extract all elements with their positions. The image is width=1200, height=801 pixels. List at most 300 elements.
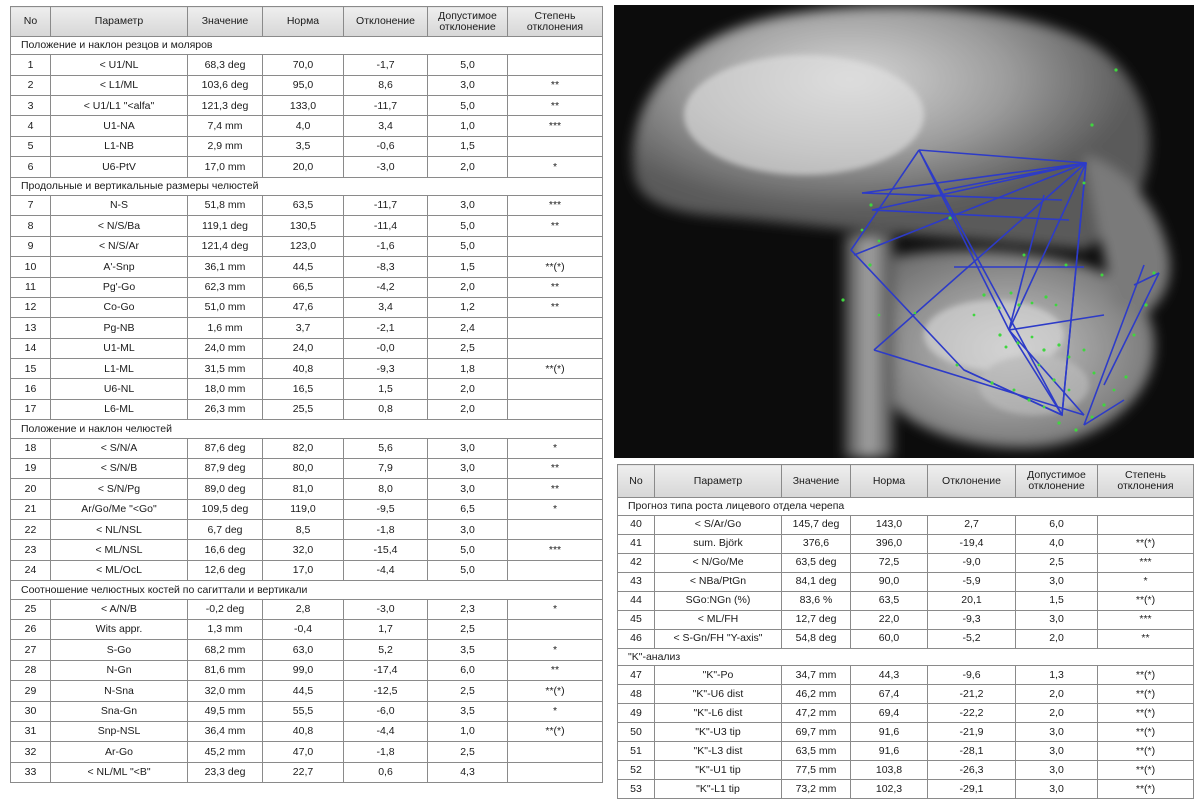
cell-norm: 396,0 xyxy=(851,534,928,553)
table-row xyxy=(618,704,1194,723)
cell-no: 27 xyxy=(11,640,51,660)
cell-deviation: -1,8 xyxy=(344,520,428,540)
cell-no: 10 xyxy=(11,257,51,277)
section-title: "K"-анализ xyxy=(618,648,1194,666)
cell-no: 40 xyxy=(618,515,655,534)
cell-deviation: -9,6 xyxy=(928,666,1016,685)
cell-norm: 69,4 xyxy=(851,704,928,723)
cell-allowed-deviation: 2,3 xyxy=(428,599,508,619)
cell-parameter: L1-ML xyxy=(51,359,188,379)
cell-deviation: -28,1 xyxy=(928,742,1016,761)
table-row xyxy=(618,515,1194,534)
table-header-row xyxy=(618,465,1194,498)
cell-norm: 44,5 xyxy=(263,681,344,701)
cell-no: 47 xyxy=(618,666,655,685)
section-header-row xyxy=(618,498,1194,516)
cell-no: 13 xyxy=(11,318,51,338)
cell-no: 26 xyxy=(11,619,51,639)
cell-norm: 123,0 xyxy=(263,236,344,256)
cell-norm: 22,7 xyxy=(263,762,344,782)
cell-parameter: < S/N/B xyxy=(51,458,188,478)
cell-value: 68,3 deg xyxy=(188,55,263,75)
cell-norm: 63,5 xyxy=(851,591,928,610)
cell-allowed-deviation: 5,0 xyxy=(428,236,508,256)
cell-deviation: 0,6 xyxy=(344,762,428,782)
cell-deviation-degree: * xyxy=(508,499,603,519)
cell-no: 46 xyxy=(618,629,655,648)
cell-parameter: "K"-U3 tip xyxy=(655,723,782,742)
cell-no: 9 xyxy=(11,236,51,256)
cell-allowed-deviation: 5,0 xyxy=(428,540,508,560)
cell-value: 17,0 mm xyxy=(188,157,263,177)
cell-parameter: "K"-L3 dist xyxy=(655,742,782,761)
cell-parameter: "K"-L6 dist xyxy=(655,704,782,723)
table-row xyxy=(618,761,1194,780)
table-row xyxy=(11,479,603,499)
cell-allowed-deviation: 4,0 xyxy=(1016,534,1098,553)
cell-allowed-deviation: 3,0 xyxy=(1016,780,1098,799)
cell-parameter: Wits appr. xyxy=(51,619,188,639)
cell-deviation-degree: **(*) xyxy=(508,681,603,701)
cell-deviation: -3,0 xyxy=(344,157,428,177)
cell-value: 51,8 mm xyxy=(188,195,263,215)
table-header-row xyxy=(11,7,603,37)
cell-parameter: Pg'-Go xyxy=(51,277,188,297)
cell-parameter: U6-NL xyxy=(51,379,188,399)
cell-norm: 32,0 xyxy=(263,540,344,560)
cell-deviation: -12,5 xyxy=(344,681,428,701)
cell-parameter: < ML/FH xyxy=(655,610,782,629)
cell-deviation: -1,7 xyxy=(344,55,428,75)
cell-no: 19 xyxy=(11,458,51,478)
table-row xyxy=(11,540,603,560)
table-row xyxy=(618,629,1194,648)
cell-parameter: < NL/ML "<B" xyxy=(51,762,188,782)
cell-norm: 63,0 xyxy=(263,640,344,660)
cell-no: 11 xyxy=(11,277,51,297)
cell-value: 81,6 mm xyxy=(188,660,263,680)
table-row xyxy=(618,742,1194,761)
cell-allowed-deviation: 4,3 xyxy=(428,762,508,782)
cell-parameter: < U1/NL xyxy=(51,55,188,75)
cell-no: 30 xyxy=(11,701,51,721)
cell-deviation-degree: ** xyxy=(508,660,603,680)
cell-deviation: 2,7 xyxy=(928,515,1016,534)
cell-deviation-degree xyxy=(508,136,603,156)
cell-value: 34,7 mm xyxy=(782,666,851,685)
cell-allowed-deviation: 6,5 xyxy=(428,499,508,519)
cell-value: -0,2 deg xyxy=(188,599,263,619)
cell-deviation: -4,2 xyxy=(344,277,428,297)
table-row xyxy=(11,318,603,338)
cell-no: 3 xyxy=(11,96,51,116)
cell-value: 68,2 mm xyxy=(188,640,263,660)
cell-value: 103,6 deg xyxy=(188,75,263,95)
cell-parameter: N-Sna xyxy=(51,681,188,701)
section-header-row xyxy=(11,581,603,599)
cell-deviation-degree xyxy=(508,236,603,256)
cell-allowed-deviation: 3,0 xyxy=(428,438,508,458)
section-header-row xyxy=(11,37,603,55)
cell-allowed-deviation: 2,5 xyxy=(1016,553,1098,572)
cell-deviation: -11,7 xyxy=(344,96,428,116)
cell-value: 32,0 mm xyxy=(188,681,263,701)
table-row xyxy=(11,379,603,399)
cell-parameter: < ML/OcL xyxy=(51,560,188,580)
cell-no: 53 xyxy=(618,780,655,799)
table-row xyxy=(11,520,603,540)
cell-parameter: Ar-Go xyxy=(51,742,188,762)
cell-norm: 91,6 xyxy=(851,723,928,742)
cell-allowed-deviation: 6,0 xyxy=(1016,515,1098,534)
table-row xyxy=(618,591,1194,610)
cell-deviation-degree: **(*) xyxy=(1098,780,1194,799)
cell-norm: 47,6 xyxy=(263,297,344,317)
cell-no: 21 xyxy=(11,499,51,519)
right-analysis-table xyxy=(617,464,1194,799)
cell-deviation-degree: *** xyxy=(1098,553,1194,572)
cell-no: 22 xyxy=(11,520,51,540)
cell-deviation-degree xyxy=(508,762,603,782)
cell-no: 29 xyxy=(11,681,51,701)
cell-norm: -0,4 xyxy=(263,619,344,639)
cell-deviation-degree: **(*) xyxy=(1098,666,1194,685)
cell-deviation: 5,2 xyxy=(344,640,428,660)
cell-no: 20 xyxy=(11,479,51,499)
cell-deviation: -6,0 xyxy=(344,701,428,721)
cell-allowed-deviation: 2,5 xyxy=(428,338,508,358)
cell-parameter: "K"-U6 dist xyxy=(655,685,782,704)
cell-no: 8 xyxy=(11,216,51,236)
col-header-allowed-deviation: Допустимое отклонение xyxy=(1016,465,1098,498)
cell-no: 7 xyxy=(11,195,51,215)
cell-allowed-deviation: 2,0 xyxy=(428,379,508,399)
section-title: Положение и наклон резцов и моляров xyxy=(11,37,603,55)
cell-deviation: -1,8 xyxy=(344,742,428,762)
cell-parameter: S-Go xyxy=(51,640,188,660)
cell-allowed-deviation: 1,8 xyxy=(428,359,508,379)
cell-allowed-deviation: 2,0 xyxy=(428,277,508,297)
table-row xyxy=(11,599,603,619)
cell-deviation: -11,7 xyxy=(344,195,428,215)
cell-parameter: < NL/NSL xyxy=(51,520,188,540)
cell-deviation-degree: * xyxy=(508,438,603,458)
cell-value: 12,7 deg xyxy=(782,610,851,629)
cell-norm: 91,6 xyxy=(851,742,928,761)
cell-norm: 16,5 xyxy=(263,379,344,399)
cell-norm: 17,0 xyxy=(263,560,344,580)
cell-deviation: -5,2 xyxy=(928,629,1016,648)
cell-norm: 40,8 xyxy=(263,359,344,379)
cell-allowed-deviation: 2,0 xyxy=(428,157,508,177)
cell-parameter: < S-Gn/FH "Y-axis" xyxy=(655,629,782,648)
cell-no: 44 xyxy=(618,591,655,610)
cell-norm: 119,0 xyxy=(263,499,344,519)
cell-no: 1 xyxy=(11,55,51,75)
cell-no: 50 xyxy=(618,723,655,742)
col-header-deviation: Отклонение xyxy=(928,465,1016,498)
cell-norm: 63,5 xyxy=(263,195,344,215)
cell-deviation-degree: *** xyxy=(508,116,603,136)
cell-value: 63,5 mm xyxy=(782,742,851,761)
cell-parameter: sum. Björk xyxy=(655,534,782,553)
section-header-row xyxy=(11,420,603,438)
cell-deviation: -0,0 xyxy=(344,338,428,358)
cell-deviation-degree: * xyxy=(508,640,603,660)
cell-norm: 130,5 xyxy=(263,216,344,236)
cell-norm: 2,8 xyxy=(263,599,344,619)
cell-no: 25 xyxy=(11,599,51,619)
cell-deviation: -1,6 xyxy=(344,236,428,256)
cell-deviation: -21,9 xyxy=(928,723,1016,742)
cell-deviation-degree xyxy=(508,318,603,338)
cell-deviation: -3,0 xyxy=(344,599,428,619)
cell-value: 84,1 deg xyxy=(782,572,851,591)
table-row xyxy=(618,685,1194,704)
cell-no: 28 xyxy=(11,660,51,680)
right-table-body xyxy=(618,498,1194,799)
table-row xyxy=(618,723,1194,742)
cell-norm: 80,0 xyxy=(263,458,344,478)
table-row xyxy=(11,458,603,478)
cell-deviation-degree: ** xyxy=(508,297,603,317)
cell-parameter: < A/N/B xyxy=(51,599,188,619)
section-title: Продольные и вертикальные размеры челюстей xyxy=(11,177,603,195)
section-header-row xyxy=(618,648,1194,666)
cell-allowed-deviation: 1,0 xyxy=(428,721,508,741)
cell-allowed-deviation: 1,5 xyxy=(1016,591,1098,610)
cell-deviation: 1,7 xyxy=(344,619,428,639)
cell-value: 26,3 mm xyxy=(188,399,263,419)
cell-no: 2 xyxy=(11,75,51,95)
cell-parameter: U1-ML xyxy=(51,338,188,358)
cell-norm: 20,0 xyxy=(263,157,344,177)
cell-deviation-degree: ** xyxy=(1098,629,1194,648)
cell-allowed-deviation: 3,0 xyxy=(1016,610,1098,629)
cell-no: 48 xyxy=(618,685,655,704)
cell-norm: 22,0 xyxy=(851,610,928,629)
cell-parameter: N-Gn xyxy=(51,660,188,680)
cell-norm: 47,0 xyxy=(263,742,344,762)
cell-norm: 90,0 xyxy=(851,572,928,591)
col-header-deviation-degree: Степень отклонения xyxy=(508,7,603,37)
cell-norm: 103,8 xyxy=(851,761,928,780)
cell-norm: 44,5 xyxy=(263,257,344,277)
table-row xyxy=(11,560,603,580)
cell-parameter: Ar/Go/Me "<Go" xyxy=(51,499,188,519)
cell-deviation: -8,3 xyxy=(344,257,428,277)
cell-value: 77,5 mm xyxy=(782,761,851,780)
cell-allowed-deviation: 1,2 xyxy=(428,297,508,317)
section-title: Прогноз типа роста лицевого отдела черепа xyxy=(618,498,1194,516)
cell-value: 36,1 mm xyxy=(188,257,263,277)
col-header-parameter: Параметр xyxy=(51,7,188,37)
table-row xyxy=(11,359,603,379)
cell-allowed-deviation: 2,0 xyxy=(1016,629,1098,648)
cell-norm: 44,3 xyxy=(851,666,928,685)
table-row xyxy=(11,297,603,317)
table-row xyxy=(11,75,603,95)
cell-deviation-degree: **(*) xyxy=(1098,704,1194,723)
cell-norm: 82,0 xyxy=(263,438,344,458)
table-row xyxy=(11,96,603,116)
cell-allowed-deviation: 5,0 xyxy=(428,560,508,580)
cell-deviation-degree: ** xyxy=(508,96,603,116)
table-row xyxy=(11,277,603,297)
cell-value: 62,3 mm xyxy=(188,277,263,297)
cell-deviation: -9,0 xyxy=(928,553,1016,572)
cell-deviation: -2,1 xyxy=(344,318,428,338)
cell-parameter: < N/S/Ba xyxy=(51,216,188,236)
cell-norm: 95,0 xyxy=(263,75,344,95)
cell-deviation: 8,0 xyxy=(344,479,428,499)
col-header-deviation: Отклонение xyxy=(344,7,428,37)
cell-parameter: < N/S/Ar xyxy=(51,236,188,256)
left-analysis-table xyxy=(10,6,603,783)
cell-value: 87,6 deg xyxy=(188,438,263,458)
cell-deviation-degree xyxy=(508,379,603,399)
cell-no: 5 xyxy=(11,136,51,156)
cell-deviation-degree: * xyxy=(1098,572,1194,591)
cell-allowed-deviation: 3,0 xyxy=(1016,572,1098,591)
cell-deviation: -4,4 xyxy=(344,721,428,741)
cell-norm: 25,5 xyxy=(263,399,344,419)
section-title: Положение и наклон челюстей xyxy=(11,420,603,438)
cell-no: 24 xyxy=(11,560,51,580)
cell-deviation-degree: **(*) xyxy=(1098,534,1194,553)
cell-norm: 66,5 xyxy=(263,277,344,297)
cell-deviation-degree: **(*) xyxy=(508,721,603,741)
col-header-norm: Норма xyxy=(851,465,928,498)
table-row xyxy=(11,742,603,762)
col-header-norm: Норма xyxy=(263,7,344,37)
cell-parameter: SGo:NGn (%) xyxy=(655,591,782,610)
cell-value: 49,5 mm xyxy=(188,701,263,721)
cell-allowed-deviation: 3,0 xyxy=(1016,761,1098,780)
cell-deviation-degree: ** xyxy=(508,216,603,236)
cell-parameter: "K"-U1 tip xyxy=(655,761,782,780)
table-row xyxy=(11,619,603,639)
cell-allowed-deviation: 6,0 xyxy=(428,660,508,680)
cell-no: 33 xyxy=(11,762,51,782)
cell-value: 7,4 mm xyxy=(188,116,263,136)
cell-deviation: -5,9 xyxy=(928,572,1016,591)
table-row xyxy=(11,399,603,419)
cell-allowed-deviation: 2,5 xyxy=(428,619,508,639)
cell-value: 2,9 mm xyxy=(188,136,263,156)
cell-norm: 8,5 xyxy=(263,520,344,540)
cell-norm: 67,4 xyxy=(851,685,928,704)
cell-no: 49 xyxy=(618,704,655,723)
cell-deviation-degree: *** xyxy=(1098,610,1194,629)
cell-allowed-deviation: 2,0 xyxy=(428,399,508,419)
cell-deviation: 7,9 xyxy=(344,458,428,478)
table-row xyxy=(11,136,603,156)
table-row xyxy=(11,157,603,177)
cell-allowed-deviation: 3,0 xyxy=(1016,742,1098,761)
cell-norm: 60,0 xyxy=(851,629,928,648)
cell-deviation-degree xyxy=(508,338,603,358)
left-table-body xyxy=(11,37,603,783)
cell-parameter: < N/Go/Me xyxy=(655,553,782,572)
col-header-parameter: Параметр xyxy=(655,465,782,498)
cell-deviation: -29,1 xyxy=(928,780,1016,799)
cell-parameter: < U1/L1 "<alfa" xyxy=(51,96,188,116)
cell-value: 18,0 mm xyxy=(188,379,263,399)
table-row xyxy=(618,610,1194,629)
cell-allowed-deviation: 1,3 xyxy=(1016,666,1098,685)
cell-value: 83,6 % xyxy=(782,591,851,610)
cell-deviation-degree: * xyxy=(508,701,603,721)
cell-deviation-degree: ** xyxy=(508,479,603,499)
cell-deviation: -9,3 xyxy=(344,359,428,379)
cell-allowed-deviation: 3,5 xyxy=(428,640,508,660)
cell-no: 12 xyxy=(11,297,51,317)
cell-deviation-degree: ** xyxy=(508,458,603,478)
cell-value: 1,3 mm xyxy=(188,619,263,639)
cell-no: 52 xyxy=(618,761,655,780)
cell-allowed-deviation: 5,0 xyxy=(428,96,508,116)
cell-parameter: Snp-NSL xyxy=(51,721,188,741)
cell-deviation: 20,1 xyxy=(928,591,1016,610)
table-row xyxy=(618,534,1194,553)
cell-norm: 99,0 xyxy=(263,660,344,680)
cell-deviation-degree: **(*) xyxy=(1098,685,1194,704)
cell-no: 14 xyxy=(11,338,51,358)
table-row xyxy=(11,681,603,701)
cell-allowed-deviation: 1,0 xyxy=(428,116,508,136)
col-header-allowed-deviation: Допустимое отклонение xyxy=(428,7,508,37)
cell-value: 63,5 deg xyxy=(782,553,851,572)
cell-deviation: 1,5 xyxy=(344,379,428,399)
table-row xyxy=(11,116,603,136)
cell-deviation-degree xyxy=(508,520,603,540)
table-row xyxy=(618,780,1194,799)
cell-norm: 24,0 xyxy=(263,338,344,358)
cell-norm: 102,3 xyxy=(851,780,928,799)
cell-parameter: U1-NA xyxy=(51,116,188,136)
cell-deviation: -0,6 xyxy=(344,136,428,156)
cell-deviation: -21,2 xyxy=(928,685,1016,704)
cell-no: 15 xyxy=(11,359,51,379)
cell-deviation-degree: **(*) xyxy=(1098,742,1194,761)
cell-allowed-deviation: 3,5 xyxy=(428,701,508,721)
cell-deviation-degree xyxy=(508,399,603,419)
col-header-no: No xyxy=(11,7,51,37)
cell-deviation: -11,4 xyxy=(344,216,428,236)
cell-norm: 133,0 xyxy=(263,96,344,116)
table-row xyxy=(11,660,603,680)
cell-deviation-degree xyxy=(508,619,603,639)
cell-no: 17 xyxy=(11,399,51,419)
cell-deviation-degree: **(*) xyxy=(1098,723,1194,742)
table-row xyxy=(11,640,603,660)
cell-parameter: N-S xyxy=(51,195,188,215)
table-row xyxy=(11,216,603,236)
cell-deviation: -9,5 xyxy=(344,499,428,519)
cell-value: 376,6 xyxy=(782,534,851,553)
cell-deviation-degree xyxy=(1098,515,1194,534)
col-header-value: Значение xyxy=(782,465,851,498)
cell-parameter: < NBa/PtGn xyxy=(655,572,782,591)
cell-no: 43 xyxy=(618,572,655,591)
cell-parameter: "K"-Po xyxy=(655,666,782,685)
cell-allowed-deviation: 3,0 xyxy=(428,195,508,215)
cell-deviation: -4,4 xyxy=(344,560,428,580)
cell-no: 51 xyxy=(618,742,655,761)
cell-allowed-deviation: 3,0 xyxy=(428,458,508,478)
cell-parameter: < ML/NSL xyxy=(51,540,188,560)
